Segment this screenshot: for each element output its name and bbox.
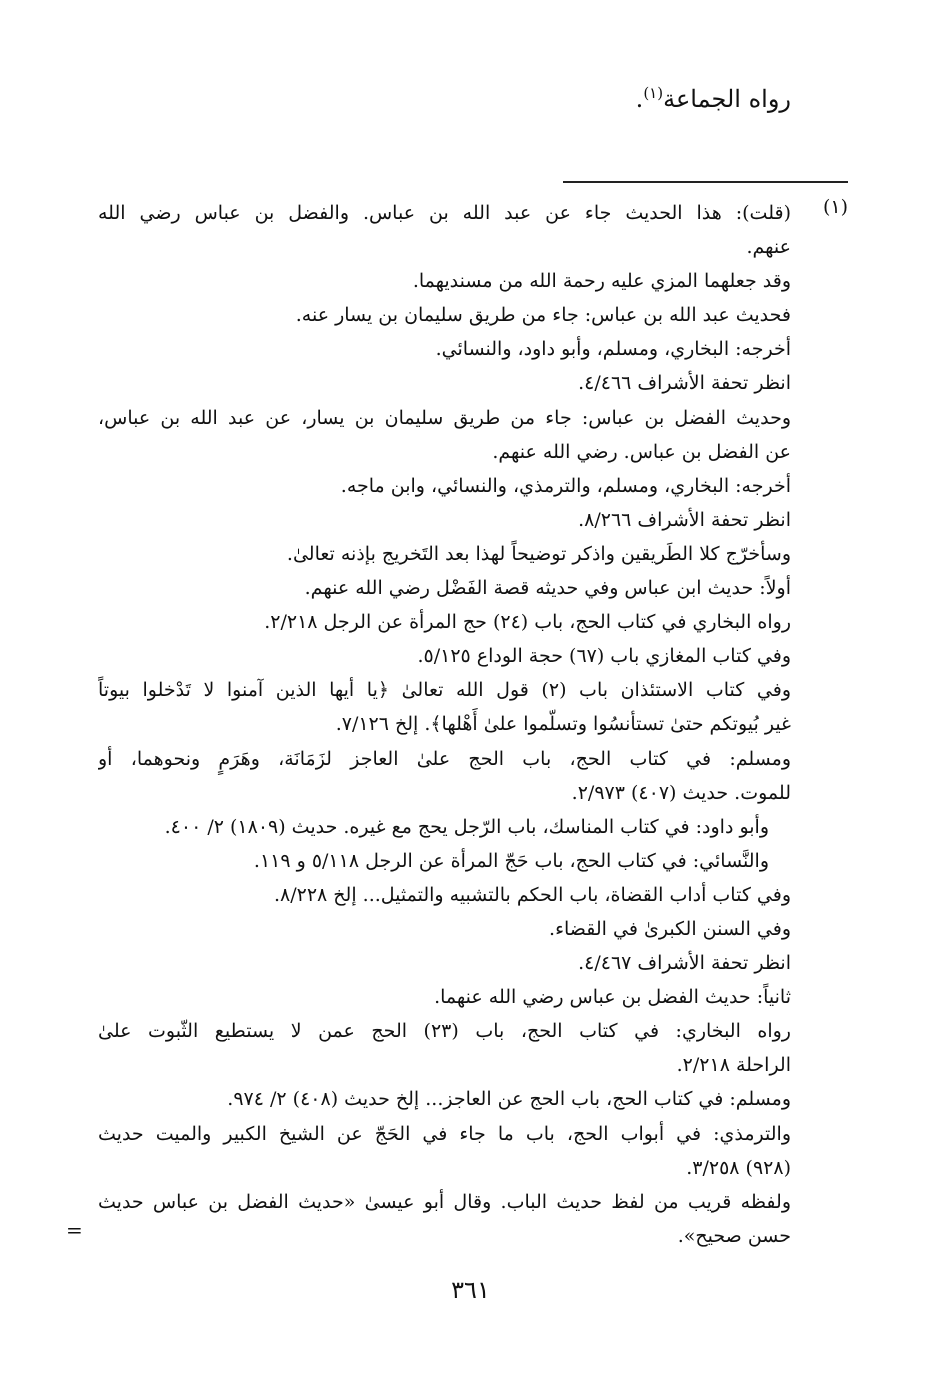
footnote-reference[interactable]: (١)	[643, 84, 664, 102]
footnote-line: وفي السنن الكبرىٰ في القضاء.	[549, 917, 791, 940]
footnote-line: والترمذي: في أبواب الحج، باب ما جاء في الحَجّ عن الشيخ الكبير والميت حديث	[98, 1122, 791, 1145]
footnote-line: وسأخرّج كلا الطَريقين واذكر توضيحاً لهذا بعد التَخريج بإذنه تعالىٰ.	[286, 542, 791, 565]
footnote-line: فحديث عبد الله بن عباس: جاء من طريق سليمان بن يسار عنه.	[295, 304, 791, 327]
footnote-line: وأبو داود: في كتاب المناسك، باب الرّجل يحج مع غيره. حديث (١٨٠٩) ٢/ ٤٠٠.	[164, 815, 769, 838]
footnote-line: وفي كتاب أداب القضاة، باب الحكم بالتشبيه والتمثيل... إلخ ٨/٢٢٨.	[273, 883, 791, 906]
footnote-line: أخرجه: البخاري، ومسلم، والترمذي، والنسائي، وابن ماجه.	[340, 474, 791, 497]
footnote-line: أولاً: حديث ابن عباس وفي حديثه قصة الفَضْل رضي الله عنهم.	[304, 577, 791, 600]
footnote-line: وقد جعلهما المزي عليه رحمة الله من مسنديهما.	[412, 270, 791, 293]
footnote-line: (قلت): هذا الحديث جاء عن عبد الله بن عباس. والفضل بن عباس رضي الله	[98, 202, 791, 224]
page-number: ٣٦١	[451, 1276, 490, 1304]
footnote-line: وفي كتاب الاستئذان باب (٢) قول الله تعالىٰ ﴿يا أيها الذين آمنوا لا تَدْخلوا بيوتاً	[98, 679, 791, 702]
footnote-line: ومسلم: في كتاب الحج، باب الحج عن العاجز... إلخ حديث (٤٠٨) ٢/ ٩٧٤.	[227, 1088, 791, 1111]
footnote-line: انظر تحفة الأشراف ٤/٤٦٧.	[578, 952, 791, 975]
footnote-line: وفي كتاب المغازي باب (٦٧) حجة الوداع ٥/١٢٥.	[417, 645, 791, 668]
footnote-line: غير بُيوتكم حتىٰ تستأنسُوا وتسلّموا علىٰ أَهْلها﴾. إلخ ٧/١٢٦.	[335, 713, 791, 736]
footnote-line: ولفظه قريب من لفظ حديث الباب. وقال أبو عيسىٰ «حديث الفضل بن عباس حديث	[98, 1190, 791, 1213]
footnote-line: ثانياً: حديث الفضل بن عباس رضي الله عنهما.	[434, 986, 791, 1009]
footnote-separator	[563, 181, 848, 183]
footnote-line: عن الفضل بن عباس. رضي الله عنهم.	[492, 440, 791, 463]
footnote-line: انظر تحفة الأشراف ٨/٢٦٦.	[578, 508, 791, 531]
continuation-mark: =	[66, 1218, 83, 1242]
main-text-line	[636, 84, 791, 113]
footnote-line: عنهم.	[746, 236, 791, 259]
footnote-line: رواه البخاري: في كتاب الحج، باب (٢٣) الحج عمن لا يستطيع الثّبوت علىٰ	[98, 1020, 791, 1043]
main-text-period: .	[635, 85, 644, 113]
footnote-line: الراحلة ٢/٢١٨.	[676, 1054, 791, 1077]
footnote-line: وحديث الفضل بن عباس: جاء من طريق سليمان بن يسار، عن عبد الله بن عباس،	[98, 406, 791, 429]
footnote-line: انظر تحفة الأشراف ٤/٤٦٦.	[578, 372, 791, 395]
footnote-line: للموت. حديث (٤٠٧) ٢/٩٧٣.	[571, 781, 791, 804]
footnote-line: أخرجه: البخاري، ومسلم، وأبو داود، والنسائي.	[435, 338, 791, 361]
footnote-line: والنَّسائي: في كتاب الحج، باب حَجّ المرأة عن الرجل ٥/١١٨ و ١١٩.	[253, 849, 769, 872]
footnote-line: حسن صحيح».	[677, 1224, 791, 1247]
footnote-marker: (١)	[822, 196, 848, 218]
footnote-line: (٩٢٨) ٣/٢٥٨.	[686, 1156, 791, 1179]
main-text: رواه الجماعة	[663, 85, 791, 113]
footnote-line: ومسلم: في كتاب الحج، باب الحج علىٰ العاجز لزَمَانَة، وهَرَمٍ ونحوهما، أو	[98, 747, 791, 770]
footnote-body	[98, 196, 791, 1253]
footnote-line: رواه البخاري في كتاب الحج، باب (٢٤) حج المرأة عن الرجل ٢/٢١٨.	[264, 611, 791, 634]
